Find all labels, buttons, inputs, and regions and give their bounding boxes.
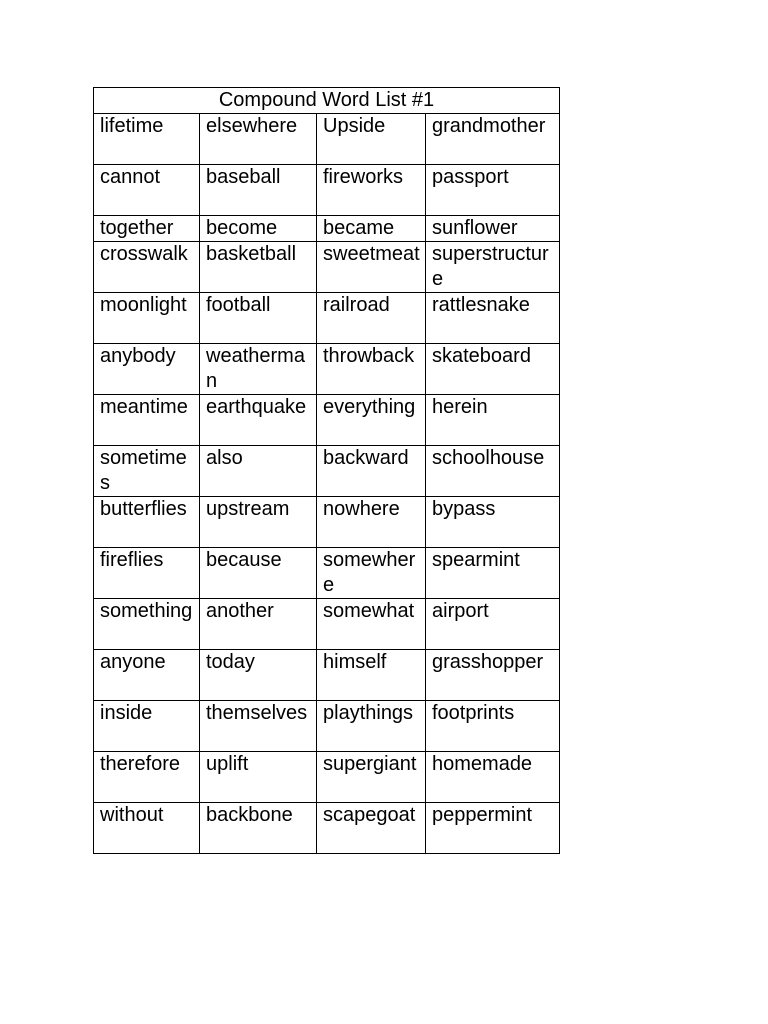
table-cell: Upside: [317, 114, 426, 165]
table-cell: basketball: [200, 242, 317, 293]
table-cell: inside: [94, 701, 200, 752]
table-cell: spearmint: [426, 548, 560, 599]
table-cell: skateboard: [426, 344, 560, 395]
table-cell: herein: [426, 395, 560, 446]
table-cell: butterflies: [94, 497, 200, 548]
table-row: [94, 752, 560, 803]
table-row: [94, 216, 560, 242]
table-cell: homemade: [426, 752, 560, 803]
table-row: [94, 650, 560, 701]
table-cell: lifetime: [94, 114, 200, 165]
table-row: [94, 165, 560, 216]
table-cell: upstream: [200, 497, 317, 548]
table-cell: earthquake: [200, 395, 317, 446]
table-row: [94, 548, 560, 599]
table-cell: today: [200, 650, 317, 701]
table-cell: fireworks: [317, 165, 426, 216]
table-cell: also: [200, 446, 317, 497]
table-cell: something: [94, 599, 200, 650]
table-cell: somewhere: [317, 548, 426, 599]
table-row: [94, 395, 560, 446]
table-cell: supergiant: [317, 752, 426, 803]
table-cell: baseball: [200, 165, 317, 216]
compound-word-table: [93, 87, 560, 854]
table-cell: passport: [426, 165, 560, 216]
table-cell: grasshopper: [426, 650, 560, 701]
table-row: [94, 497, 560, 548]
table-cell: bypass: [426, 497, 560, 548]
table-cell: moonlight: [94, 293, 200, 344]
table-row: [94, 599, 560, 650]
title-row: [94, 88, 560, 114]
table-cell: because: [200, 548, 317, 599]
table-cell: anyone: [94, 650, 200, 701]
table-cell: sometimes: [94, 446, 200, 497]
table-cell: together: [94, 216, 200, 242]
table-cell: scapegoat: [317, 803, 426, 854]
table-title: Compound Word List #1: [94, 88, 560, 114]
table-row: [94, 803, 560, 854]
table-cell: cannot: [94, 165, 200, 216]
table-cell: themselves: [200, 701, 317, 752]
table-cell: footprints: [426, 701, 560, 752]
table-cell: another: [200, 599, 317, 650]
table-cell: throwback: [317, 344, 426, 395]
table-cell: sweetmeat: [317, 242, 426, 293]
table-cell: weatherman: [200, 344, 317, 395]
table-cell: airport: [426, 599, 560, 650]
table-row: [94, 114, 560, 165]
table-cell: uplift: [200, 752, 317, 803]
table-cell: peppermint: [426, 803, 560, 854]
table-cell: become: [200, 216, 317, 242]
table-row: [94, 701, 560, 752]
table-cell: schoolhouse: [426, 446, 560, 497]
table-cell: rattlesnake: [426, 293, 560, 344]
table-cell: without: [94, 803, 200, 854]
table-cell: football: [200, 293, 317, 344]
table-cell: grandmother: [426, 114, 560, 165]
table-cell: meantime: [94, 395, 200, 446]
table-row: [94, 446, 560, 497]
table-cell: anybody: [94, 344, 200, 395]
table-cell: everything: [317, 395, 426, 446]
table-cell: crosswalk: [94, 242, 200, 293]
table-cell: playthings: [317, 701, 426, 752]
table-row: [94, 242, 560, 293]
table-cell: became: [317, 216, 426, 242]
table-cell: himself: [317, 650, 426, 701]
table-row: [94, 293, 560, 344]
table-cell: backward: [317, 446, 426, 497]
table-cell: somewhat: [317, 599, 426, 650]
table-cell: sunflower: [426, 216, 560, 242]
table-cell: therefore: [94, 752, 200, 803]
table-cell: superstructure: [426, 242, 560, 293]
table-cell: elsewhere: [200, 114, 317, 165]
table-cell: nowhere: [317, 497, 426, 548]
table-row: [94, 344, 560, 395]
table-cell: railroad: [317, 293, 426, 344]
table-cell: backbone: [200, 803, 317, 854]
table-cell: fireflies: [94, 548, 200, 599]
